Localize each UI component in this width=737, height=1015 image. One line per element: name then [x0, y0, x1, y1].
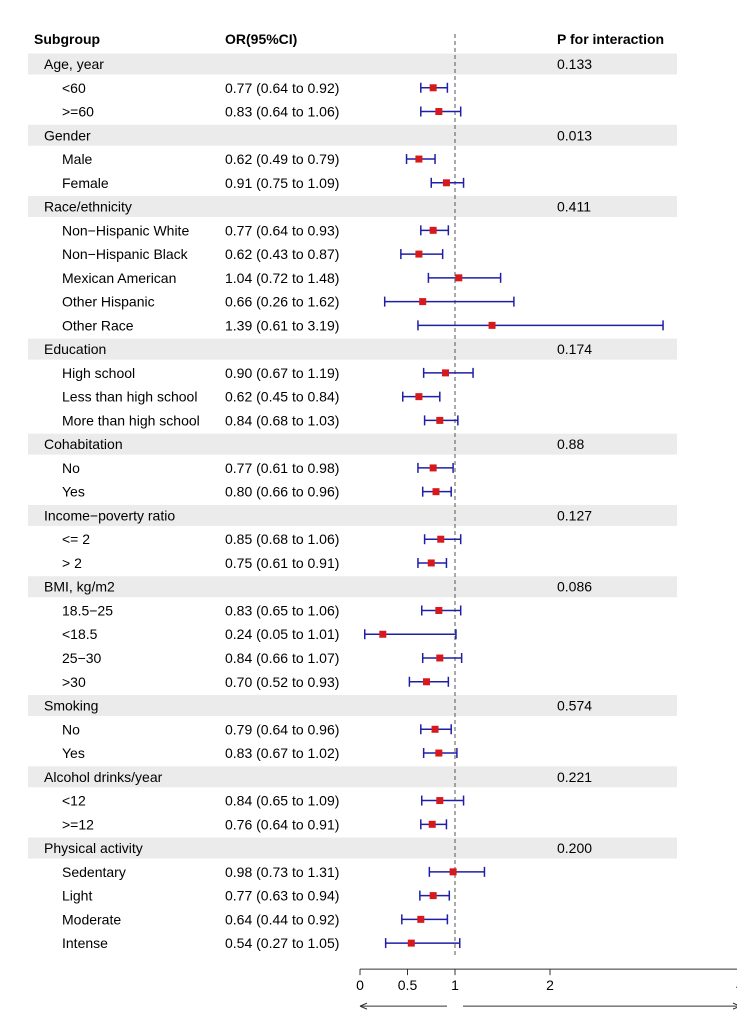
or-ci-text: 0.83 (0.64 to 1.06) [225, 103, 340, 120]
point-estimate [489, 322, 496, 329]
subgroup-label: >=12 [62, 816, 94, 833]
point-estimate [417, 916, 424, 923]
or-ci-text: 0.62 (0.43 to 0.87) [225, 246, 340, 263]
or-ci-text: 0.84 (0.66 to 1.07) [225, 650, 340, 666]
or-ci-text: 0.77 (0.64 to 0.93) [225, 222, 340, 239]
subgroup-label: > 2 [62, 554, 82, 571]
p-interaction-value: 0.133 [557, 56, 593, 72]
point-estimate [436, 417, 443, 424]
point-estimate [379, 631, 386, 638]
group-label: Education [44, 341, 107, 358]
or-ci-text: 0.83 (0.65 to 1.06) [225, 602, 340, 619]
subgroup-label: >30 [62, 673, 86, 690]
group-label: Age, year [44, 56, 104, 72]
or-ci-text: 0.77 (0.61 to 0.98) [225, 459, 340, 476]
point-estimate [415, 393, 422, 400]
point-estimate [437, 536, 444, 543]
p-interaction-value: 0.127 [557, 507, 593, 524]
or-ci-text: 0.79 (0.64 to 0.96) [225, 721, 340, 738]
subgroup-label: Other Race [62, 317, 134, 334]
point-estimate [430, 227, 437, 234]
or-ci-text: 0.85 (0.68 to 1.06) [225, 531, 340, 548]
p-interaction-value: 0.88 [557, 436, 585, 453]
subgroup-label: No [62, 459, 80, 476]
subgroup-label: Male [62, 151, 93, 168]
or-ci-text: 1.39 (0.61 to 3.19) [225, 317, 340, 334]
point-estimate [408, 940, 415, 947]
or-ci-text: 0.83 (0.67 to 1.02) [225, 745, 340, 762]
or-ci-text: 0.64 (0.44 to 0.92) [225, 911, 340, 928]
or-ci-text: 0.70 (0.52 to 0.93) [225, 673, 340, 690]
point-estimate [433, 488, 440, 495]
point-estimate [419, 298, 426, 305]
p-interaction-value: 0.200 [557, 840, 593, 857]
point-estimate [428, 559, 435, 566]
header-or: OR(95%CI) [225, 31, 298, 47]
point-estimate [436, 797, 443, 804]
x-axis [356, 969, 737, 1009]
point-estimate [430, 892, 437, 899]
subgroup-label: Intense [62, 935, 108, 952]
or-ci-text: 0.66 (0.26 to 1.62) [225, 293, 340, 310]
subgroup-label: Non−Hispanic Black [62, 246, 188, 263]
row-stripes [28, 54, 677, 859]
point-estimate [435, 750, 442, 757]
group-label: Gender [44, 127, 91, 144]
point-estimate [455, 274, 462, 281]
or-ci-text: 0.90 (0.67 to 1.19) [225, 364, 340, 381]
p-interaction-value: 0.221 [557, 768, 593, 785]
or-ci-text: 0.98 (0.73 to 1.31) [225, 863, 340, 880]
subgroup-label: <12 [62, 792, 86, 809]
or-ci-text: 0.76 (0.64 to 0.91) [225, 816, 340, 833]
point-estimate [423, 678, 430, 685]
p-interaction-value: 0.013 [557, 127, 593, 144]
subgroup-label: <60 [62, 79, 86, 96]
point-estimate [443, 179, 450, 186]
subgroup-label: Less than high school [62, 388, 198, 405]
or-ci-text: 0.80 (0.66 to 0.96) [225, 483, 340, 500]
group-label: Income−poverty ratio [44, 507, 176, 524]
point-estimate [435, 607, 442, 614]
x-tick-label: 0.5 [397, 977, 418, 994]
point-estimate [415, 251, 422, 258]
point-estimate [430, 464, 437, 471]
or-ci-text: 0.54 (0.27 to 1.05) [225, 935, 340, 952]
subgroup-label: Non−Hispanic White [62, 222, 190, 239]
p-interaction-value: 0.086 [557, 578, 593, 595]
subgroup-label: Sedentary [62, 863, 126, 880]
subgroup-label: <18.5 [62, 626, 98, 643]
or-ci-text: 0.84 (0.68 to 1.03) [225, 412, 340, 429]
header-subgroup: Subgroup [34, 31, 101, 47]
subgroup-label: 18.5−25 [62, 602, 113, 619]
group-label: BMI, kg/m2 [44, 578, 115, 595]
or-ci-text: 0.62 (0.49 to 0.79) [225, 151, 340, 168]
or-ci-text: 0.75 (0.61 to 0.91) [225, 554, 340, 571]
subgroup-label: High school [62, 364, 136, 381]
or-ci-text: 0.24 (0.05 to 1.01) [225, 626, 340, 643]
or-ci-text: 0.77 (0.64 to 0.92) [225, 79, 340, 96]
subgroup-label: No [62, 721, 80, 738]
subgroup-label: >=60 [62, 103, 94, 120]
p-interaction-value: 0.574 [557, 697, 593, 714]
point-estimate [430, 84, 437, 91]
point-estimate [436, 655, 443, 662]
point-estimate [442, 369, 449, 376]
subgroup-label: Other Hispanic [62, 293, 155, 310]
point-estimate [429, 821, 436, 828]
or-ci-text: 1.04 (0.72 to 1.48) [225, 269, 340, 286]
subgroup-label: 25−30 [62, 650, 102, 666]
subgroup-label: More than high school [62, 412, 200, 429]
x-tick-label: 2 [546, 977, 554, 994]
subgroup-label: Moderate [62, 911, 122, 928]
group-label: Smoking [44, 697, 99, 714]
header-p-interaction: P for interaction [557, 31, 665, 47]
group-label: Race/ethnicity [44, 198, 132, 215]
x-tick-label: 0 [356, 977, 364, 994]
point-estimate [435, 108, 442, 115]
rows [44, 56, 663, 951]
point-estimate [415, 156, 422, 163]
p-interaction-value: 0.411 [557, 198, 591, 215]
x-tick-label: 1 [451, 977, 459, 994]
group-label: Physical activity [44, 840, 143, 857]
point-estimate [450, 868, 457, 875]
or-ci-text: 0.77 (0.63 to 0.94) [225, 887, 340, 904]
subgroup-label: Female [62, 174, 109, 191]
group-label: Cohabitation [44, 436, 123, 453]
or-ci-text: 0.62 (0.45 to 0.84) [225, 388, 340, 405]
subgroup-label: Light [62, 887, 93, 904]
subgroup-label: Mexican American [62, 269, 177, 286]
point-estimate [432, 726, 439, 733]
subgroup-label: <= 2 [62, 531, 91, 548]
group-label: Alcohol drinks/year [44, 768, 163, 785]
or-ci-text: 0.91 (0.75 to 1.09) [225, 174, 340, 191]
subgroup-label: Yes [62, 745, 85, 762]
subgroup-label: Yes [62, 483, 85, 500]
p-interaction-value: 0.174 [557, 341, 593, 358]
or-ci-text: 0.84 (0.65 to 1.09) [225, 792, 340, 809]
